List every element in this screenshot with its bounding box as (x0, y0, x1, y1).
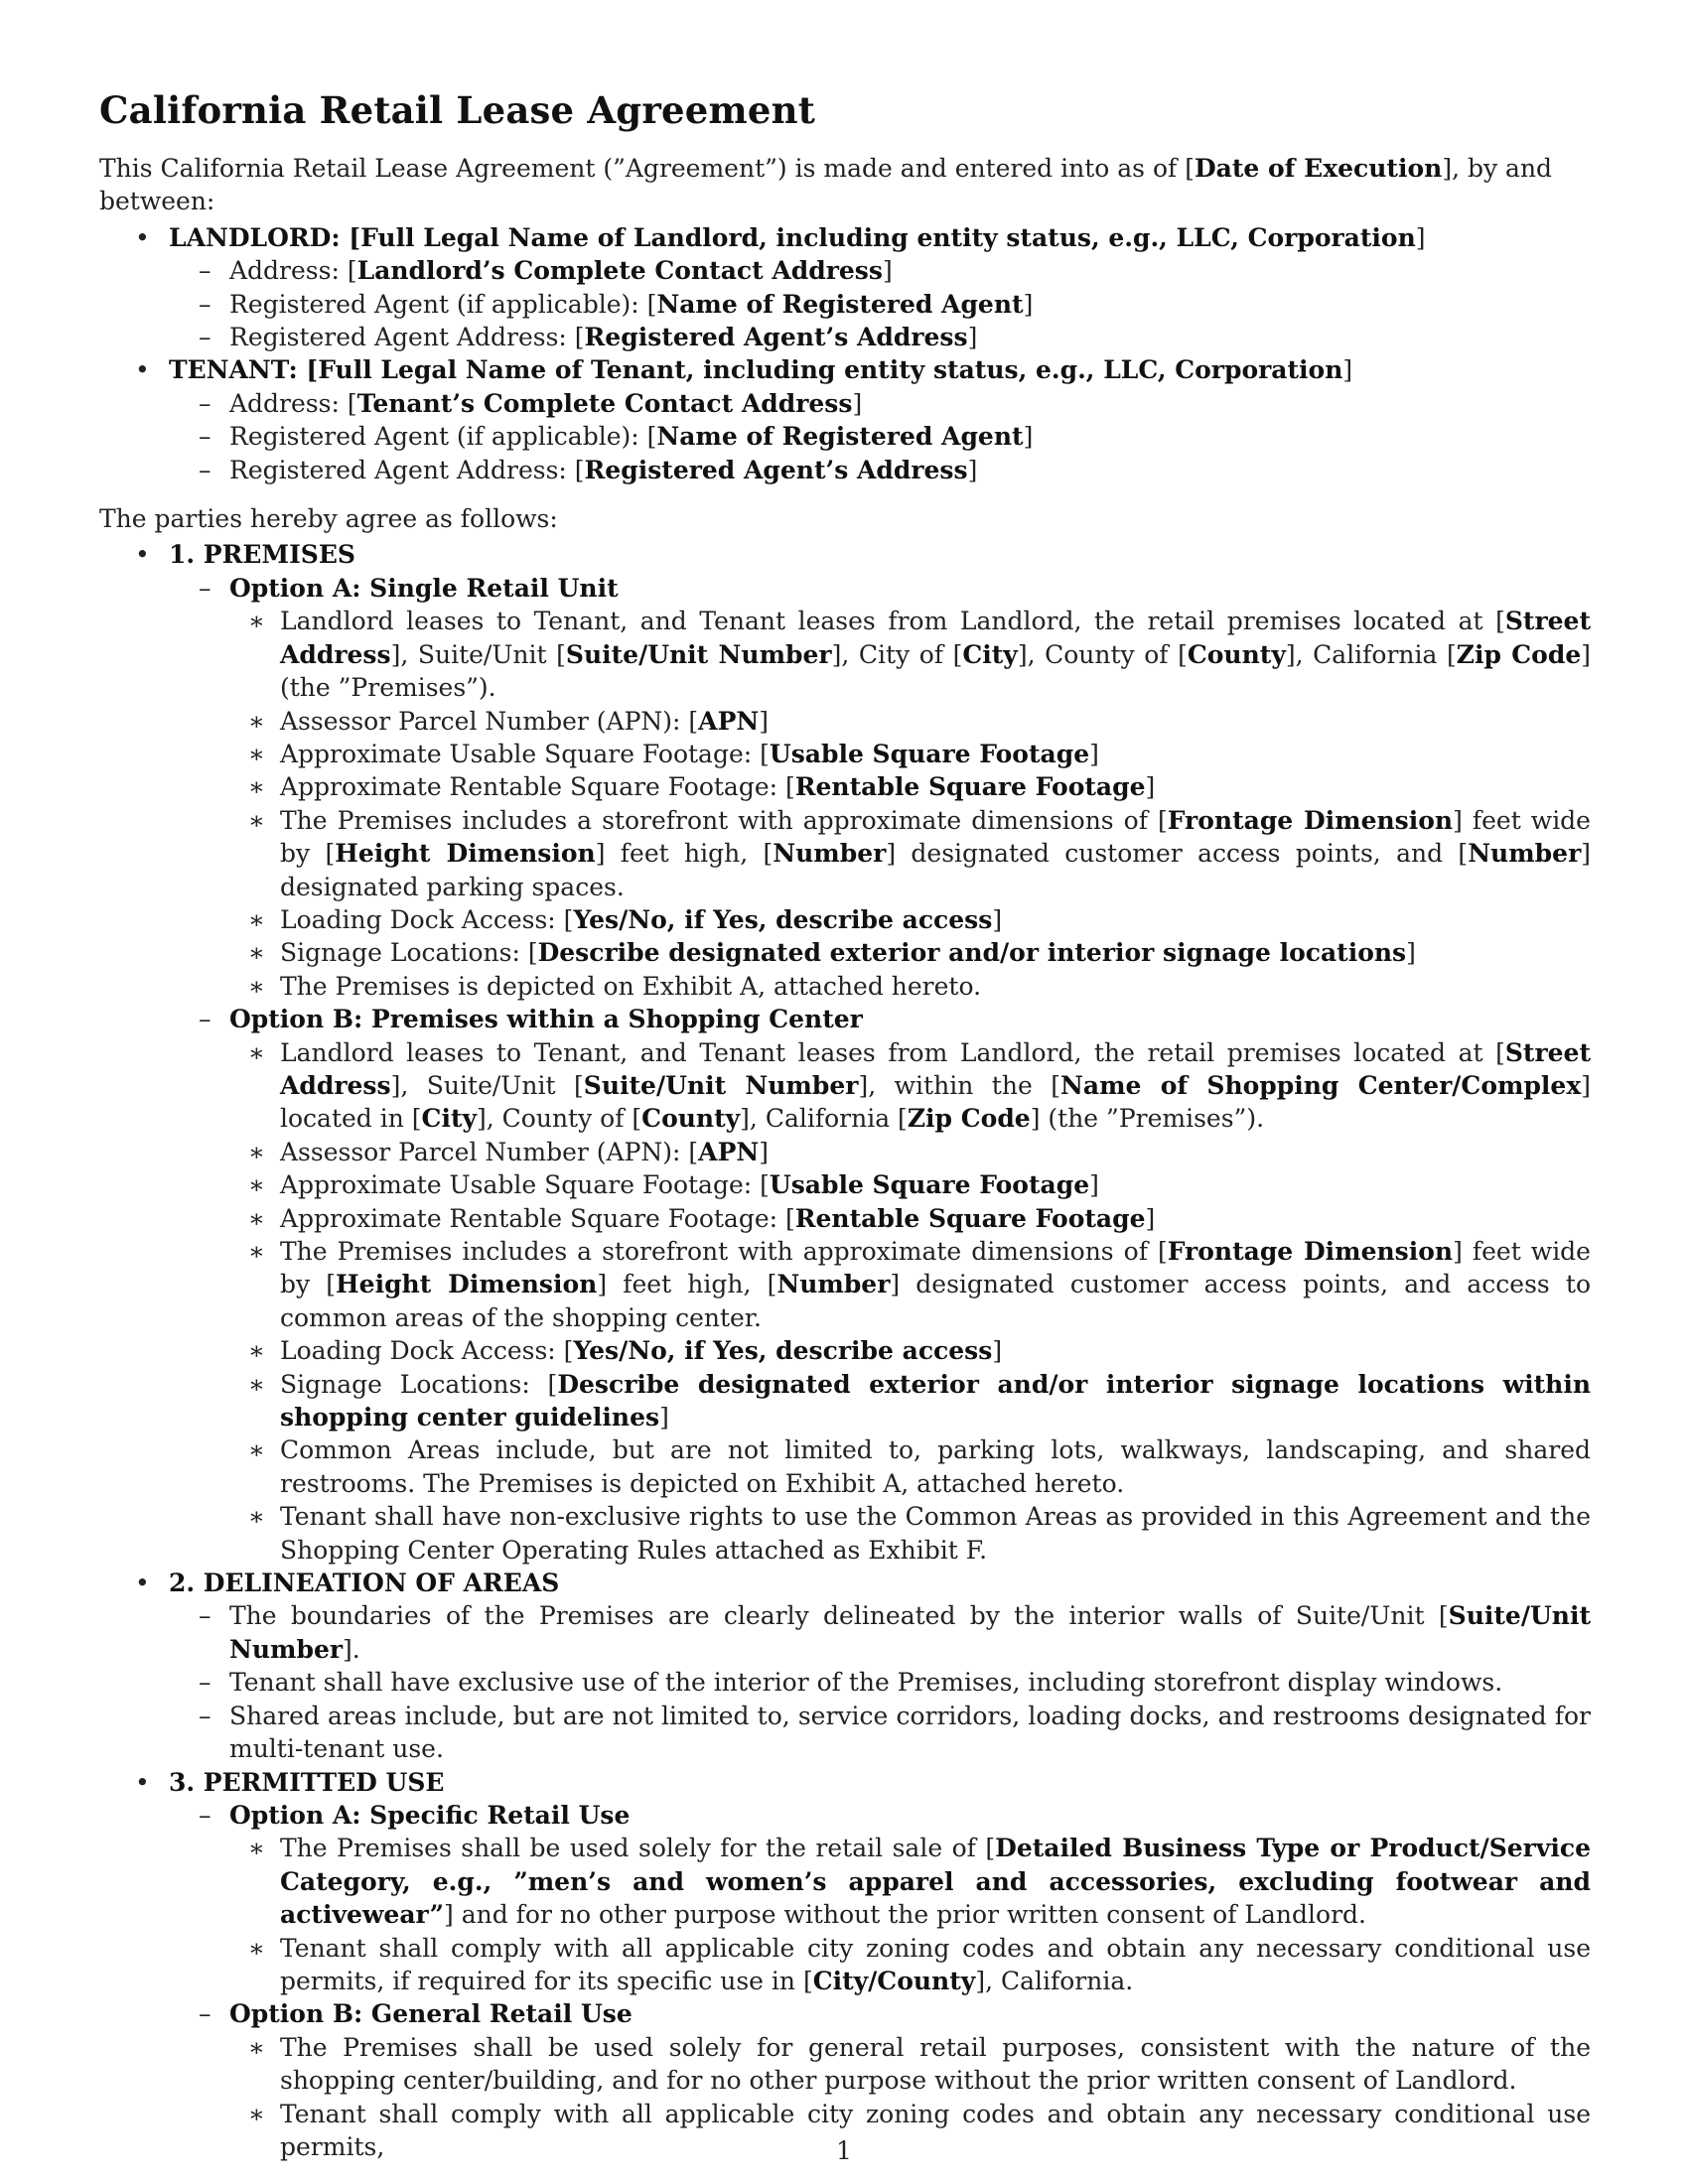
option-b-shopping-center (99, 1003, 1591, 1567)
bullet-icon: • (135, 355, 150, 385)
list-item: ∗ Tenant shall comply with all applicable city zoning codes and obtain any necessary conditional use permits, if required for its specific use in [City/County], California. (248, 1933, 1591, 1995)
tenant-agent-address: – Registered Agent Address: [Registered Agent’s Address] (99, 454, 1591, 486)
option-a-single-unit (99, 572, 1591, 1003)
list-item: ∗ The Premises includes a storefront with approximate dimensions of [Frontage Dimension] feet wide by [Height Dimension] feet high, [Number] designated customer access points, and access to common areas of the shopping center. (248, 1237, 1591, 1332)
landlord-agent: – Registered Agent (if applicable): [Name of Registered Agent] (99, 288, 1591, 321)
section-heading: 3. PERMITTED USE (169, 1767, 445, 1797)
dash-icon: – (199, 1800, 211, 1830)
asterisk-icon: ∗ (248, 1170, 265, 1200)
landlord-item: • LANDLORD: [Full Legal Name of Landlord, including entity status, e.g., LLC, Corporation] – Address: [Landlord’s Complete Contact Address] – Registered Agent (if applicable): [Name of Registered Agent] – Registered Agent Address: [Registered Agent’s Address] (99, 221, 1591, 354)
dash-icon: – (199, 1601, 211, 1631)
asterisk-icon: ∗ (248, 1203, 265, 1233)
dash-icon: – (199, 422, 211, 452)
document-title: California Retail Lease Agreement (99, 88, 815, 132)
list-item: ∗ Approximate Usable Square Footage: [Usable Square Footage] (99, 1168, 1591, 1201)
dash-icon: – (199, 388, 211, 418)
list-item: – Tenant shall have exclusive use of the interior of the Premises, including storefront display windows. (99, 1666, 1591, 1699)
list-item: ∗ Signage Locations: [Describe designated exterior and/or interior signage locations] (99, 936, 1591, 969)
asterisk-icon: ∗ (248, 1933, 265, 1963)
list-item: ∗ Loading Dock Access: [Yes/No, if Yes, describe access] (99, 1334, 1591, 1367)
asterisk-icon: ∗ (248, 1336, 265, 1366)
option-heading: Option A: Single Retail Unit (229, 573, 619, 603)
asterisk-icon: ∗ (248, 971, 265, 1001)
asterisk-icon: ∗ (248, 739, 265, 768)
asterisk-icon: ∗ (248, 2032, 265, 2062)
list-item: ∗ Assessor Parcel Number (APN): [APN] (99, 1136, 1591, 1168)
list-item: ∗ Signage Locations: [Describe designated exterior and/or interior signage locations within shopping center guidelines] (248, 1369, 1591, 1433)
list-item: ∗ Landlord leases to Tenant, and Tenant leases from Landlord, the retail premises located at [Street Address], Suite/Unit [Suite/Unit Number], within the [Name of Shopping Center/Complex] located in [City], County of [County], California [Zip Code] (the ”Premises”). (248, 1037, 1592, 1134)
section-permitted-use (99, 1766, 1591, 2164)
tenant-item: • TENANT: [Full Legal Name of Tenant, including entity status, e.g., LLC, Corporation] – Address: [Tenant’s Complete Contact Address] – Registered Agent (if applicable): [Name of Registered Agent] – Registered Agent Address: [Registered Agent’s Address] (99, 353, 1591, 486)
list-item: ∗ Approximate Rentable Square Footage: [Rentable Square Footage] (99, 770, 1591, 803)
list-item: – The boundaries of the Premises are clearly delineated by the interior walls of Suite/Unit [Suite/Unit Number]. (199, 1601, 1591, 1664)
asterisk-icon: ∗ (248, 1137, 265, 1166)
section-delineation (99, 1567, 1591, 1765)
list-item: ∗ Assessor Parcel Number (APN): [APN] (99, 705, 1591, 738)
section-premises (99, 538, 1591, 1567)
asterisk-icon: ∗ (248, 805, 265, 835)
dash-icon: – (199, 1668, 211, 1698)
dash-icon: – (199, 573, 211, 603)
landlord-address: – Address: [Landlord’s Complete Contact Address] (99, 254, 1591, 287)
list-item: – Shared areas include, but are not limited to, service corridors, loading docks, and restrooms designated for multi-tenant use. (199, 1701, 1591, 1764)
list-item: ∗ The Premises shall be used solely for the retail sale of [Detailed Business Type or Product/Service Category, e.g., ”men’s and women’s apparel and accessories, excluding footwear and activewear”] and for no other purpose without the prior written consent of Landlord. (248, 1834, 1591, 1930)
option-heading: Option A: Specific Retail Use (229, 1800, 631, 1830)
dash-icon: – (199, 256, 211, 286)
asterisk-icon: ∗ (248, 1037, 265, 1067)
asterisk-icon: ∗ (248, 1237, 265, 1266)
tenant-agent: – Registered Agent (if applicable): [Name of Registered Agent] (99, 420, 1591, 453)
dash-icon: – (199, 1999, 211, 2029)
dash-icon: – (199, 1005, 211, 1034)
option-heading: Option B: General Retail Use (229, 1999, 633, 2029)
list-item: ∗ The Premises is depicted on Exhibit A, attached hereto. (99, 970, 1591, 1003)
asterisk-icon: ∗ (248, 904, 265, 934)
page-number: 1 (836, 2136, 852, 2165)
list-item: ∗ Common Areas include, but are not limited to, parking lots, walkways, landscaping, and shared restrooms. The Premises is depicted on Exhibit A, attached hereto. (248, 1435, 1591, 1498)
list-item: ∗ Tenant shall comply with all applicable city zoning codes and obtain any necessary conditional use permits, (248, 2099, 1591, 2161)
bullet-icon: • (135, 222, 150, 252)
list-item: ∗ The Premises includes a storefront with approximate dimensions of [Frontage Dimension] feet wide by [Height Dimension] feet high, [Number] designated customer access points, and [Number] designated parking spaces. (248, 805, 1592, 901)
list-item: ∗ The Premises shall be used solely for general retail purposes, consistent with the nature of the shopping center/building, and for no other purpose without the prior written consent of Landlord. (248, 2032, 1591, 2096)
asterisk-icon: ∗ (248, 706, 265, 736)
section-heading: 2. DELINEATION OF AREAS (169, 1569, 560, 1598)
tenant-address: – Address: [Tenant’s Complete Contact Address] (99, 387, 1591, 420)
dash-icon: – (199, 455, 211, 484)
asterisk-icon: ∗ (248, 1435, 265, 1465)
asterisk-icon: ∗ (248, 607, 265, 636)
list-item: ∗ Landlord leases to Tenant, and Tenant leases from Landlord, the retail premises located at [Street Address], Suite/Unit [Suite/Unit Number], City of [City], County of [County], California [Zip Code] (the ”Premises”). (248, 607, 1591, 703)
option-heading: Option B: Premises within a Shopping Center (229, 1005, 863, 1034)
section-heading: 1. PREMISES (169, 540, 355, 570)
asterisk-icon: ∗ (248, 938, 265, 968)
asterisk-icon: ∗ (248, 772, 265, 802)
dash-icon: – (199, 1701, 211, 1730)
asterisk-icon: ∗ (248, 1369, 265, 1399)
landlord-agent-address: – Registered Agent Address: [Registered Agent’s Address] (99, 321, 1591, 353)
asterisk-icon: ∗ (248, 1834, 265, 1863)
parties-list (99, 221, 1591, 486)
asterisk-icon: ∗ (248, 1502, 265, 1532)
bullet-icon: • (135, 540, 150, 570)
list-item: ∗ Approximate Usable Square Footage: [Usable Square Footage] (99, 738, 1591, 770)
agreement-statement: The parties hereby agree as follows: (99, 504, 558, 534)
bullet-icon: • (135, 1569, 150, 1598)
list-item: ∗ Approximate Rentable Square Footage: [Rentable Square Footage] (99, 1202, 1591, 1235)
asterisk-icon: ∗ (248, 2099, 265, 2128)
bullet-icon: • (135, 1767, 150, 1797)
list-item: ∗ Loading Dock Access: [Yes/No, if Yes, describe access] (99, 903, 1591, 936)
dash-icon: – (199, 289, 211, 319)
option-a-specific-use (99, 1799, 1591, 1997)
sections-list (99, 538, 1591, 2163)
list-item: ∗ Tenant shall have non-exclusive rights to use the Common Areas as provided in this Agreement and the Shopping Center Operating Rules attached as Exhibit F. (248, 1502, 1591, 1565)
document-page (99, 0, 1591, 2163)
intro-paragraph: This California Retail Lease Agreement (”Agreement”) is made and entered into as of [Date of Execution], by and between: (99, 154, 1553, 216)
dash-icon: – (199, 323, 211, 352)
